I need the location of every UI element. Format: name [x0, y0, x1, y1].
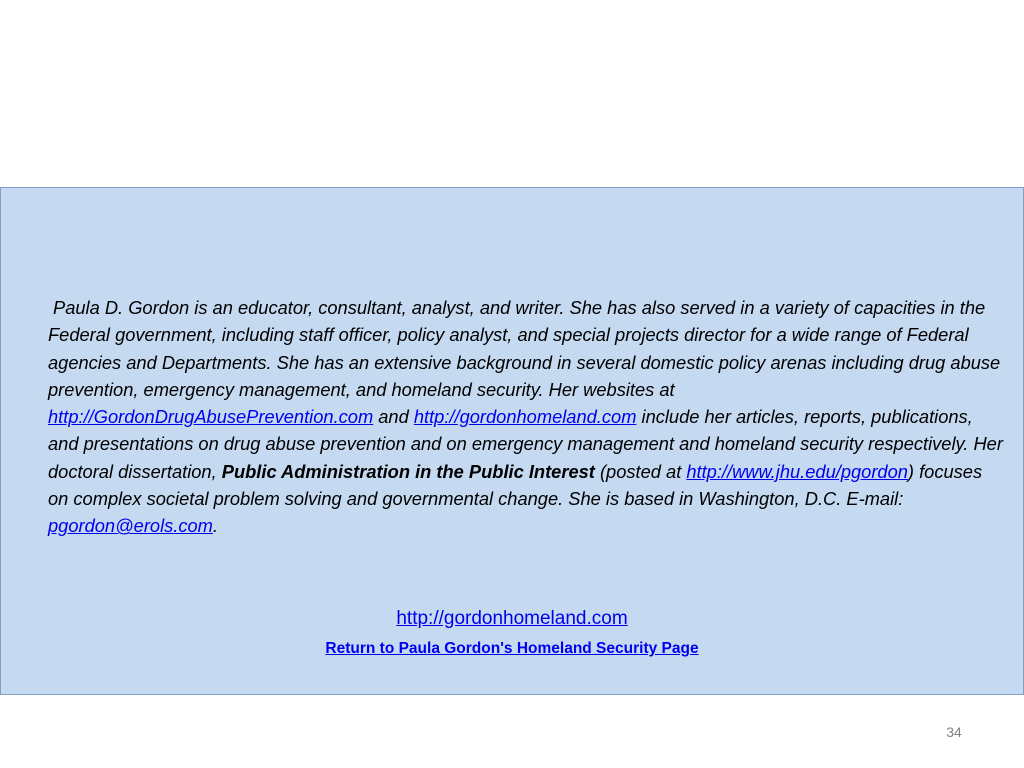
return-homeland-security-link[interactable]: Return to Paula Gordon's Homeland Security Page [325, 640, 699, 657]
bio-text-6: . [212, 515, 218, 537]
bio-paragraph [48, 294, 1003, 540]
bio-text-2: and [373, 406, 414, 428]
bio-text-4: (posted at [594, 460, 687, 482]
gordonhomeland-link[interactable]: http://gordonhomeland.com [413, 406, 637, 428]
site-link-row [0, 608, 1024, 630]
drug-abuse-prevention-link[interactable]: http://GordonDrugAbusePrevention.com [48, 406, 374, 428]
jhu-pgordon-link[interactable]: http://www.jhu.edu/pgordon [686, 460, 908, 482]
return-link-row [0, 640, 1024, 658]
email-link[interactable]: pgordon@erols.com [48, 515, 213, 537]
homeland-site-link[interactable]: http://gordonhomeland.com [396, 608, 628, 629]
bio-text-3: include her articles, reports, publications, and presentations on drug abuse prevention and on emergency management and homeland security respectively. Her doctoral dissertation, [48, 406, 1003, 482]
bio-text-1: Paula D. Gordon is an educator, consultant, analyst, and writer. She has also served in a variety of capacities in the Federal government, including staff officer, policy analyst, and special projects director for a wide range of Federal agencies and Departments. She has an extensive background in several domestic policy arenas including drug abuse prevention, emergency management, and homeland security. Her websites at [48, 297, 1001, 400]
slide-number: 34 [946, 724, 962, 740]
dissertation-title: Public Administration in the Public Interest [221, 460, 595, 482]
bio-text-5: ) focuses on complex societal problem solving and governmental change. She is based in Washington, D.C. E-mail: [48, 460, 983, 510]
